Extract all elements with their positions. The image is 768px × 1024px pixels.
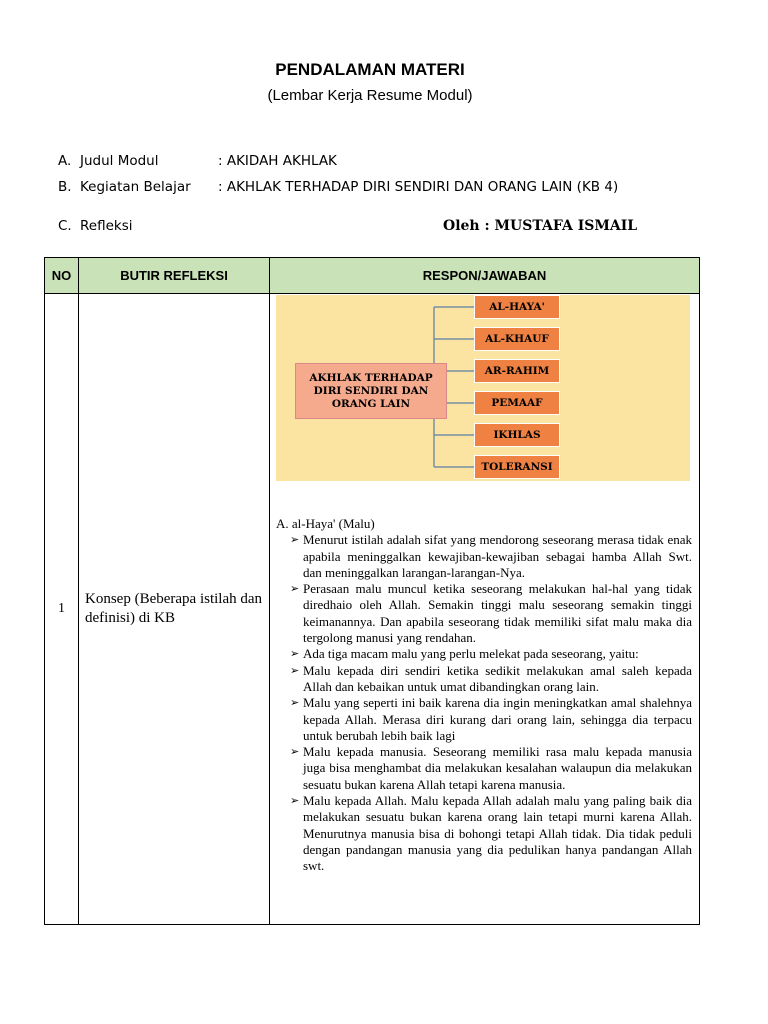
- header-no: NO: [45, 258, 79, 294]
- list-item: [276, 663, 692, 696]
- meta-key: Refleksi: [80, 218, 133, 234]
- list-item-text: Malu kepada Allah. Malu kepada Allah adalah malu yang paling baik dia melakukan sesuatu bukan karena orang lain tetapi murni karena Allah. Menurutnya manusia bisa di bohongi tetapi Allah tidak. Dia tidak peduli dengan pandangan manusia yang dia pedulikan hanya pandangan Allah swt.: [303, 793, 692, 874]
- row-response: [270, 294, 700, 925]
- bullet-arrow-icon: ➢: [290, 648, 300, 661]
- bullet-arrow-icon: ➢: [290, 697, 300, 710]
- document-title: PENDALAMAN MATERI: [275, 60, 465, 79]
- list-item: [276, 581, 692, 646]
- list-item: [276, 532, 692, 581]
- header-butir-refleksi: BUTIR REFLEKSI: [79, 258, 270, 294]
- list-item-text: Perasaan malu muncul ketika seseorang melakukan hal-hal yang tidak diredhaio oleh Allah. Semakin tinggi malu seseorang semakin tinggi keimanannya. Dan apabila seseorang tidak memiliki sifat malu maka dia tergolong manusi yang rendahan.: [303, 581, 692, 646]
- list-item-text: Malu kepada diri sendiri ketika sedikit melakukan amal saleh kepada Allah dan kebaikan untuk umat dibandingkan orang lain.: [303, 662, 692, 694]
- diagram-node-al-haya: AL-HAYA': [474, 295, 560, 319]
- meta-letter: A.: [58, 153, 72, 169]
- bullet-arrow-icon: ➢: [290, 795, 300, 808]
- list-item: [276, 793, 692, 874]
- diagram-node-toleransi: TOLERANSI: [474, 455, 560, 479]
- bullet-arrow-icon: ➢: [290, 583, 300, 596]
- list-item-text: Ada tiga macam malu yang perlu melekat pada seseorang, yaitu:: [303, 646, 639, 662]
- list-item-text: Malu yang seperti ini baik karena dia ingin meningkatkan amal shalehnya kepada Allah. Merasa diri kurang dari orang lain, sehingga dia terpacu untuk berubah lebih baik lagi: [303, 695, 692, 743]
- diagram-node-pemaaf: PEMAAF: [474, 391, 560, 415]
- diagram-node-ar-rahim: AR-RAHIM: [474, 359, 560, 383]
- table-row: [45, 294, 700, 925]
- concept-diagram: [276, 295, 690, 481]
- list-item-text: Menurut istilah adalah sifat yang mendorong seseorang merasa tidak enak apabila meninggalkan kewajiban-kewajiban sebagai hamba Allah Swt. dan meninggalkan larangan-larangan-Nya.: [303, 532, 692, 580]
- meta-key: Judul Modul: [80, 153, 159, 169]
- list-item-text: Malu kepada manusia. Seseorang memiliki rasa malu kepada manusia juga bisa menghambat dia melakukan kesalahan walaupun dia melakukan sesuatu bukan karena Allah tetapi karena manusia.: [303, 744, 692, 792]
- meta-letter: C.: [58, 218, 72, 234]
- diagram-root-node: AKHLAK TERHADAP DIRI SENDIRI DAN ORANG LAIN: [295, 363, 447, 419]
- list-item: [276, 744, 692, 793]
- meta-key: Kegiatan Belajar: [80, 179, 191, 195]
- document-subtitle: (Lembar Kerja Resume Modul): [267, 87, 473, 104]
- bullet-arrow-icon: ➢: [290, 664, 300, 677]
- diagram-node-al-khauf: AL-KHAUF: [474, 327, 560, 351]
- author-line: Oleh : MUSTAFA ISMAIL: [443, 218, 638, 234]
- response-heading: A. al-Haya' (Malu): [276, 516, 375, 531]
- meta-letter: B.: [58, 179, 72, 195]
- list-item: [276, 646, 692, 662]
- row-butir: Konsep (Beberapa istilah dan definisi) di KB: [79, 294, 270, 925]
- header-respon-jawaban: RESPON/JAWABAN: [270, 258, 700, 294]
- reflection-table: [44, 257, 700, 925]
- meta-value: : AKIDAH AKHLAK: [218, 153, 337, 169]
- list-item: [276, 695, 692, 744]
- row-number: 1: [45, 294, 79, 925]
- diagram-node-ikhlas: IKHLAS: [474, 423, 560, 447]
- bullet-arrow-icon: ➢: [290, 746, 300, 759]
- bullet-arrow-icon: ➢: [290, 534, 300, 547]
- meta-value: : AKHLAK TERHADAP DIRI SENDIRI DAN ORANG LAIN (KB 4): [218, 179, 619, 195]
- table-header-row: [45, 258, 700, 294]
- response-text: [276, 516, 692, 875]
- response-bullet-list: [276, 532, 692, 874]
